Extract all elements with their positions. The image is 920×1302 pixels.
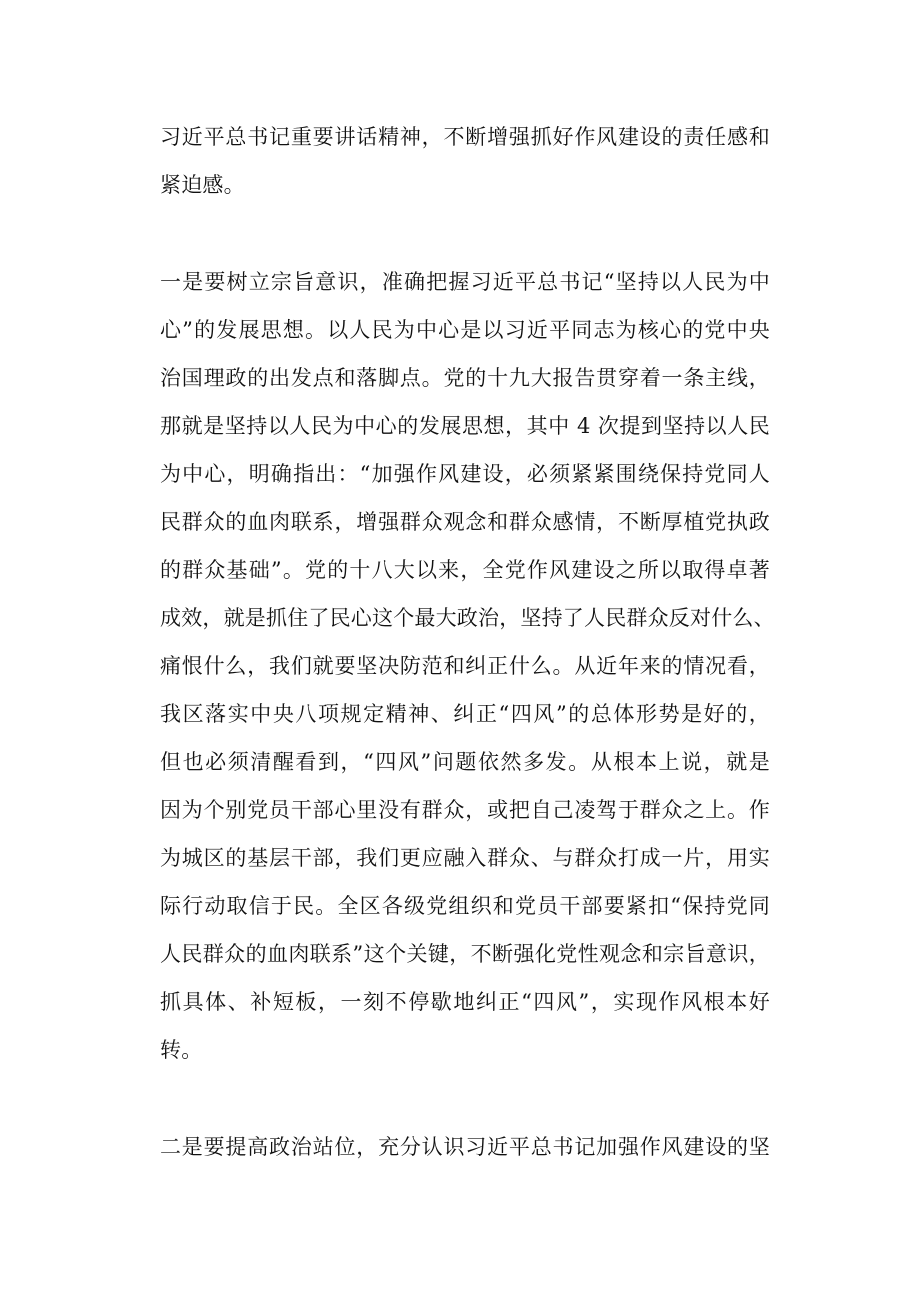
text-line: 因为个别党员干部心里没有群众，或把自己凌驾于群众之上。作 xyxy=(160,798,770,822)
text-line: 痛恨什么，我们就要坚决防范和纠正什么。从近年来的情况看， xyxy=(160,654,770,678)
text-line: 抓具体、补短板，一刻不停歇地纠正“四风”，实现作风根本好 xyxy=(160,990,770,1014)
text-line: 我区落实中央八项规定精神、纠正“四风”的总体形势是好的， xyxy=(160,702,770,726)
text-line: 成效，就是抓住了民心这个最大政治，坚持了人民群众反对什么、 xyxy=(160,606,775,630)
text-line: 习近平总书记重要讲话精神，不断增强抓好作风建设的责任感和 xyxy=(160,125,770,149)
text-line: 为中心，明确指出：“加强作风建设，必须紧紧围绕保持党同人 xyxy=(160,462,770,486)
text-line: 一是要树立宗旨意识，准确把握习近平总书记“坚持以人民为中 xyxy=(160,270,770,294)
text-line: 紧迫感。 xyxy=(160,173,245,197)
text-line: 那就是坚持以人民为中心的发展思想，其中 4 次提到坚持以人民 xyxy=(160,414,770,438)
text-line: 转。 xyxy=(160,1038,203,1062)
text-line: 治国理政的出发点和落脚点。党的十九大报告贯穿着一条主线， xyxy=(160,366,770,390)
text-line: 但也必须清醒看到，“四风”问题依然多发。从根本上说，就是 xyxy=(160,750,770,774)
text-line: 心”的发展思想。以人民为中心是以习近平同志为核心的党中央 xyxy=(160,318,770,342)
text-line: 为城区的基层干部，我们更应融入群众、与群众打成一片，用实 xyxy=(160,846,770,870)
text-line: 人民群众的血肉联系”这个关键，不断强化党性观念和宗旨意识， xyxy=(160,942,770,966)
text-line: 际行动取信于民。全区各级党组织和党员干部要紧扣“保持党同 xyxy=(160,894,770,918)
text-line: 的群众基础”。党的十八大以来，全党作风建设之所以取得卓著 xyxy=(160,558,770,582)
text-line: 二是要提高政治站位，充分认识习近平总书记加强作风建设的坚 xyxy=(160,1135,770,1159)
text-line: 民群众的血肉联系，增强群众观念和群众感情，不断厚植党执政 xyxy=(160,510,770,534)
